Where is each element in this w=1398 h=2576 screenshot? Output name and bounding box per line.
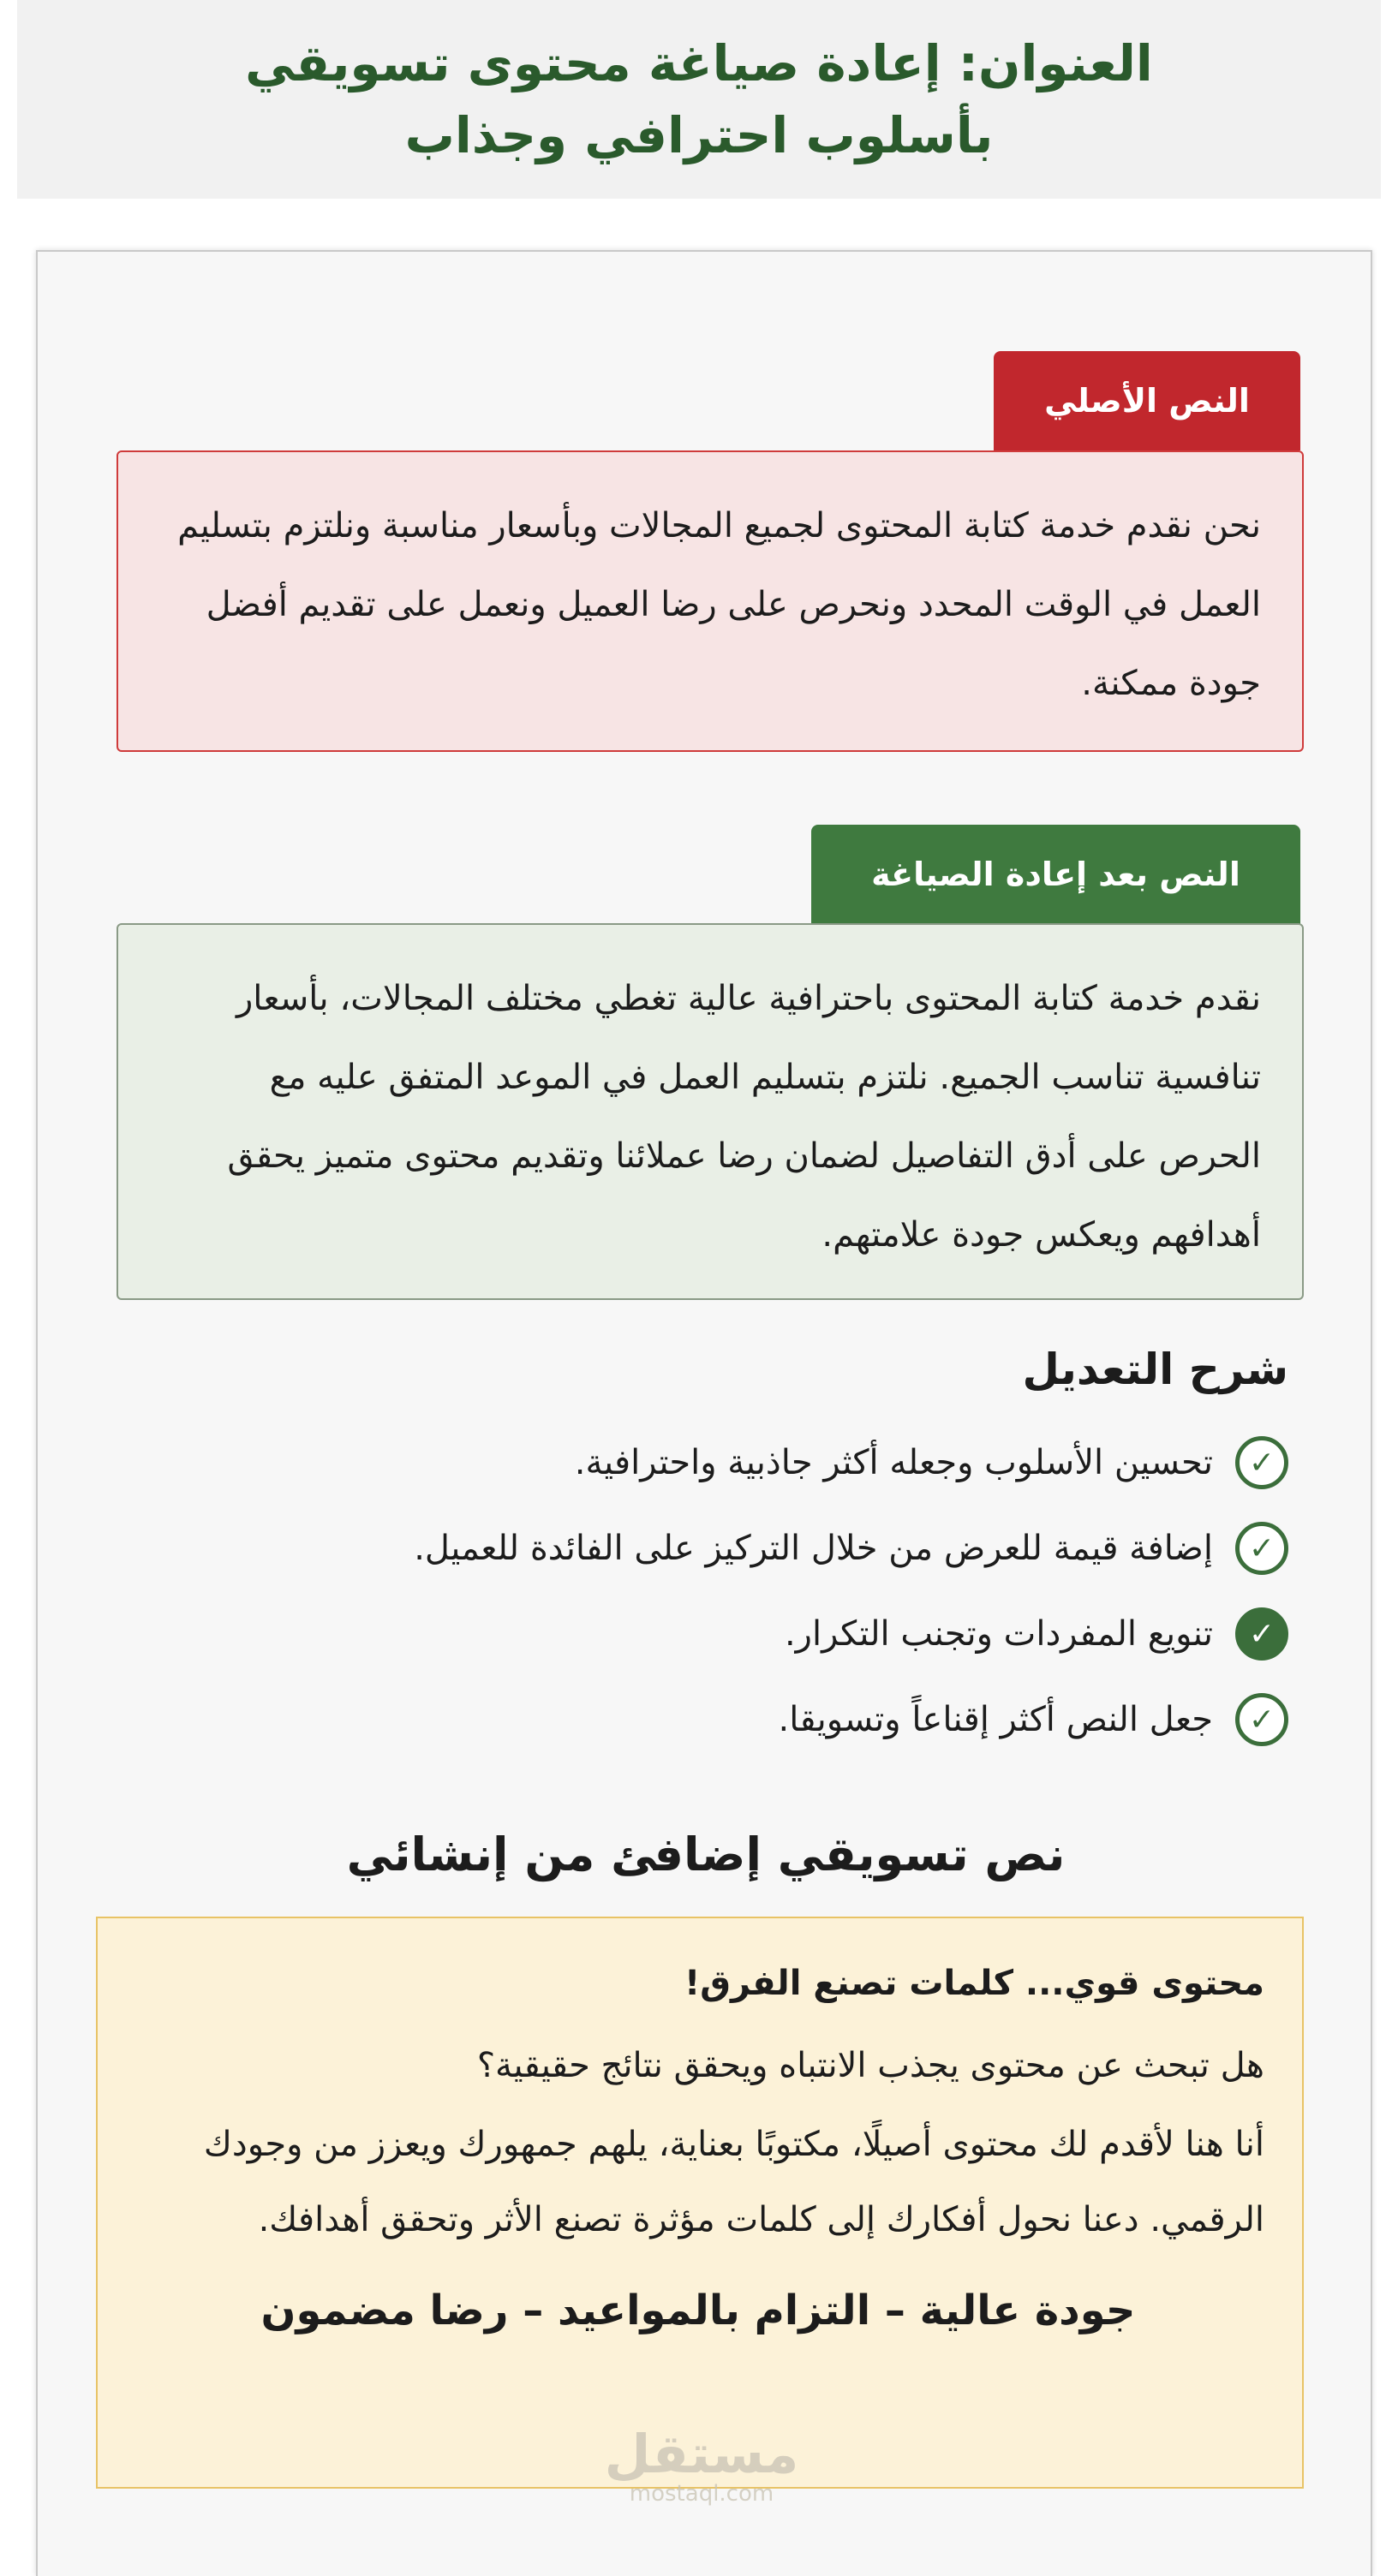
rewritten-text-box xyxy=(116,923,1304,1300)
explanation-list xyxy=(175,1420,1288,1762)
list-item-text: تنويع المفردات وتجنب التكرار. xyxy=(784,1614,1213,1654)
list-item xyxy=(175,1591,1288,1677)
mostaql-watermark xyxy=(98,2423,1305,2507)
check-circle-icon: ✓ xyxy=(1235,1522,1288,1575)
check-circle-icon: ✓ xyxy=(1235,1436,1288,1489)
original-text-box xyxy=(116,450,1304,752)
watermark-arabic: مستقل xyxy=(604,2423,799,2485)
watermark-latin: mostaql.com xyxy=(629,2481,774,2507)
list-item xyxy=(175,1506,1288,1591)
list-item-text: جعل النص أكثر إقناعاً وتسويقا. xyxy=(778,1700,1213,1739)
content-card xyxy=(36,250,1372,2576)
check-circle-icon: ✓ xyxy=(1235,1693,1288,1746)
rewritten-text: نقدم خدمة كتابة المحتوى باحترافية عالية تغطي مختلف المجالات، بأسعار تنافسية تناسب الجميع. نلتزم بتسليم العمل في الموعد المتفق عليه مع الحرص على أدق التفاصيل لضمان رضا عملائنا وتقديم محتوى متميز يحقق أهدافهم ويعكس جودة علامتهم. xyxy=(227,979,1261,1255)
marketing-heading: محتوى قوي... كلمات تصنع الفرق! xyxy=(684,1964,1264,2003)
page-header xyxy=(17,0,1381,199)
list-item-text: تحسين الأسلوب وجعله أكثر جاذبية واحترافية. xyxy=(574,1443,1213,1482)
rewritten-text-tab: النص بعد إعادة الصياغة xyxy=(811,825,1300,924)
list-item xyxy=(175,1420,1288,1506)
marketing-text-box xyxy=(96,1917,1304,2507)
explanation-title: شرح التعديل xyxy=(1022,1345,1288,1394)
page-title: العنوان: إعادة صياغة محتوى تسويقي بأسلوب احترافي وجذاب xyxy=(245,33,1153,164)
marketing-question: هل تبحث عن محتوى يجذب الانتباه ويحقق نتائج حقيقية؟ xyxy=(476,2046,1264,2085)
marketing-body: أنا هنا لأقدم لك محتوى أصيلًا، مكتوبًا بعناية، يلهم جمهورك ويعزز من وجودك الرقمي. دعنا نحول أفكارك إلى كلمات مؤثرة تصنع الأثر وتحقق أهدافك. xyxy=(203,2125,1264,2239)
original-text-tab: النص الأصلي xyxy=(994,351,1300,450)
marketing-tagline: جودة عالية – التزام بالمواعيد – رضا مضمون xyxy=(260,2287,1136,2334)
list-item-text: إضافة قيمة للعرض من خلال التركيز على الفائدة للعميل. xyxy=(414,1529,1213,1568)
list-item xyxy=(175,1677,1288,1762)
extra-section-title: نص تسويقي إضافئ من إنشائي xyxy=(346,1828,1066,1881)
check-circle-filled-icon: ✓ xyxy=(1235,1607,1288,1661)
original-text: نحن نقدم خدمة كتابة المحتوى لجميع المجالات وبأسعار مناسبة ونلتزم بتسليم العمل في الوقت المحدد ونحرص على رضا العميل ونعمل على تقديم أفضل جودة ممكنة. xyxy=(177,506,1261,703)
